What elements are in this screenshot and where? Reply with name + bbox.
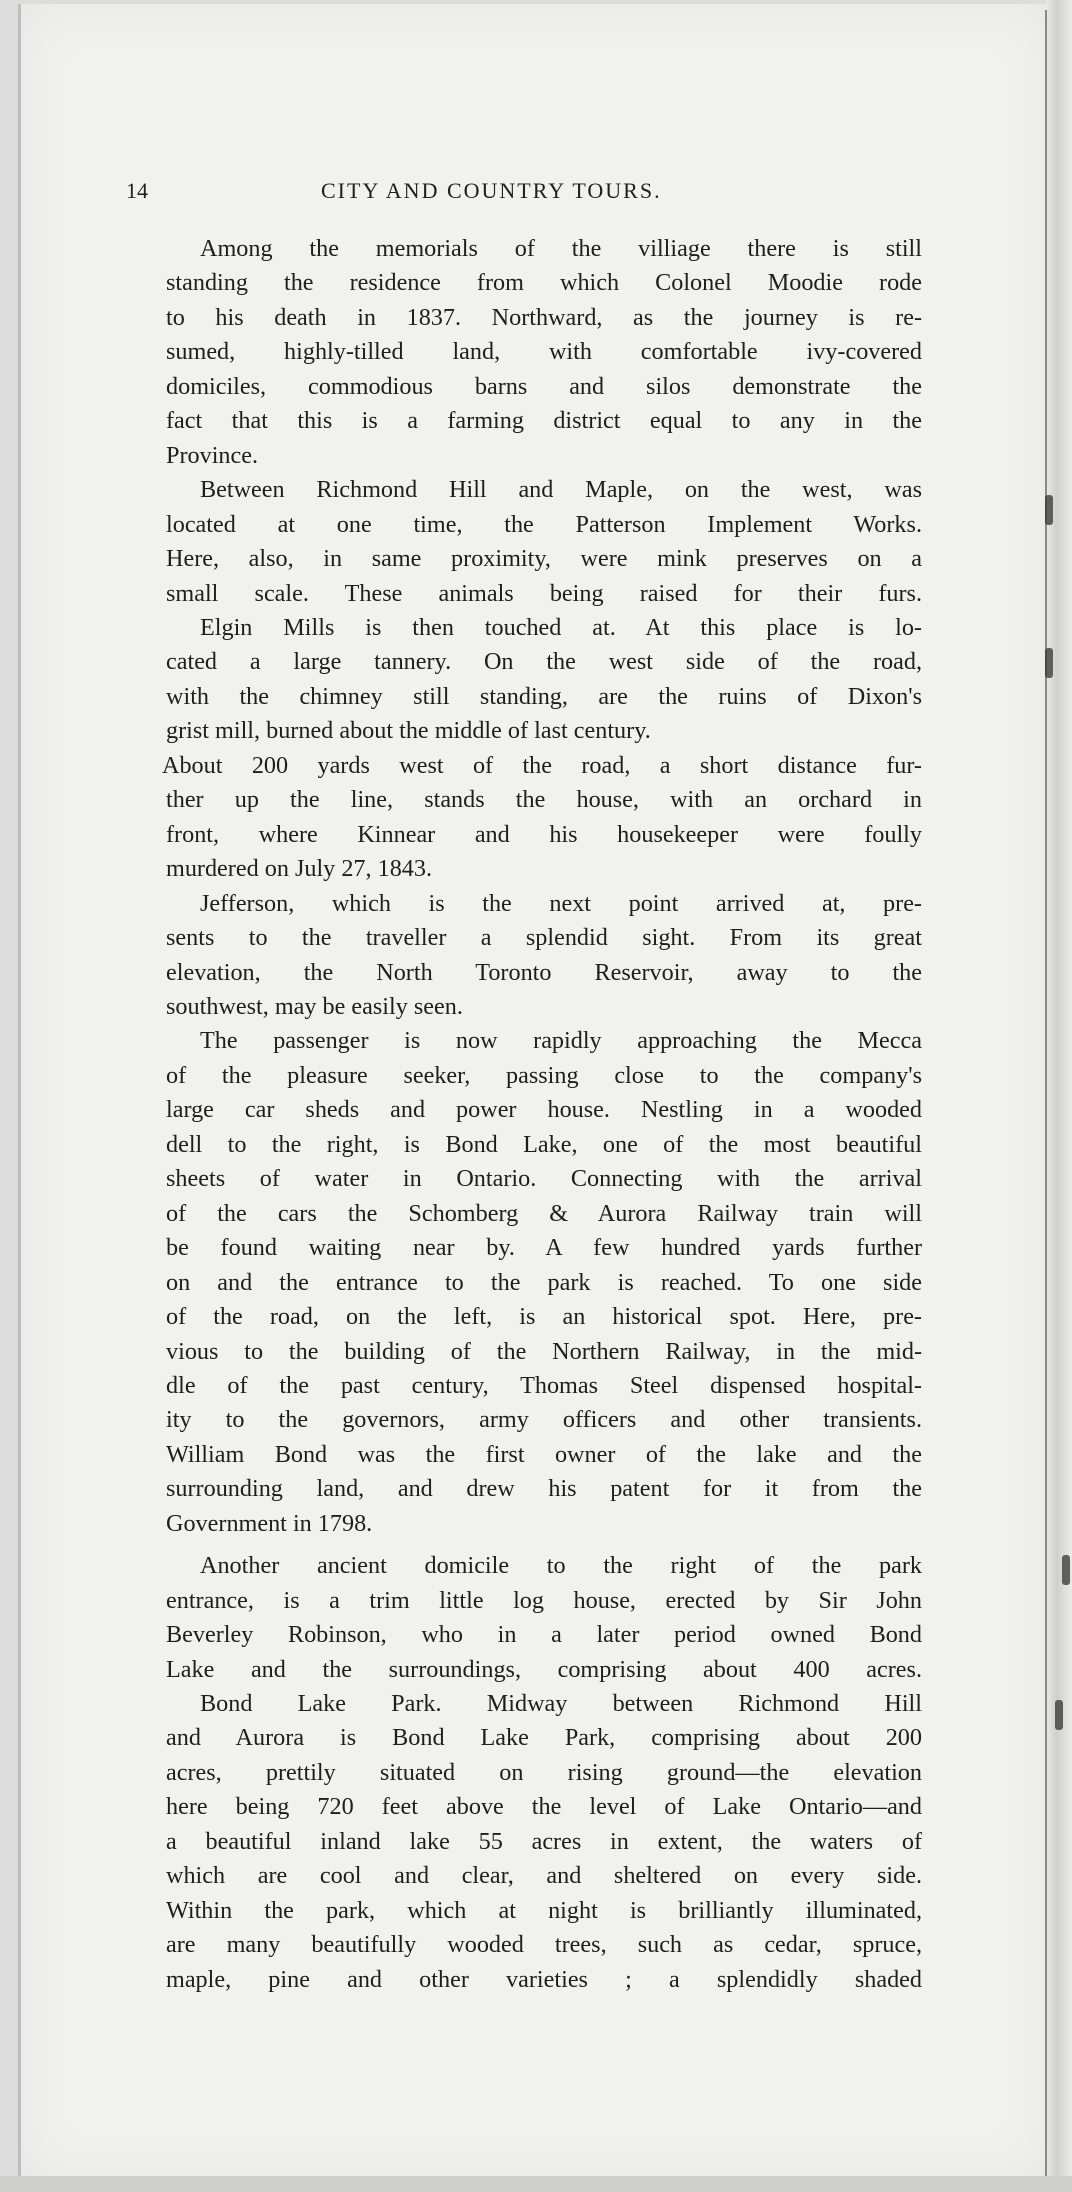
text-line: Here, also, in same proximity, were mink preserves on a	[166, 545, 922, 573]
text-line: front, where Kinnear and his housekeeper were foully	[166, 820, 922, 848]
text-line: of the pleasure seeker, passing close to the company's	[166, 1061, 922, 1089]
page-number: 14	[126, 178, 148, 203]
text-line: sents to the traveller a splendid sight. From its great	[166, 924, 922, 952]
page-edge-shadow	[1046, 0, 1072, 2192]
body-text	[162, 232, 922, 1997]
text-line: sheets of water in Ontario. Connecting with the arrival	[166, 1165, 922, 1193]
edge-scan-mark	[1055, 1700, 1063, 1730]
text-line: Between Richmond Hill and Maple, on the west, was	[200, 476, 922, 504]
edge-scan-mark	[1062, 1555, 1070, 1585]
text-line: are many beautifully wooded trees, such as cedar, spruce,	[166, 1931, 922, 1959]
text-line: Among the memorials of the villiage there is still	[200, 235, 922, 262]
text-line: which are cool and clear, and sheltered on every side.	[166, 1862, 922, 1890]
binding-edge-line	[1045, 10, 1047, 2180]
text-line: acres, prettily situated on rising ground—the elevation	[166, 1758, 922, 1786]
text-line: southwest, may be easily seen.	[166, 992, 463, 1020]
text-line: sumed, highly-tilled land, with comfortable ivy-covered	[166, 338, 922, 366]
text-line: with the chimney still standing, are the ruins of Dixon's	[166, 682, 922, 710]
text-line: domiciles, commodious barns and silos demonstrate the	[166, 372, 922, 400]
text-line: fact that this is a farming district equal to any in the	[166, 407, 922, 435]
text-line: Government in 1798.	[166, 1509, 373, 1537]
text-line: ther up the line, stands the house, with an orchard in	[166, 786, 922, 814]
text-line: maple, pine and other varieties ; a splendidly shaded	[166, 1965, 922, 1993]
text-line: dle of the past century, Thomas Steel dispensed hospital-	[166, 1371, 922, 1399]
text-line: murdered on July 27, 1843.	[166, 855, 433, 883]
bottom-edge-shadow	[0, 2176, 1072, 2192]
text-line: Elgin Mills is then touched at. At this place is lo-	[200, 613, 922, 641]
text-line: About 200 yards west of the road, a short distance fur-	[162, 751, 922, 779]
text-line: The passenger is now rapidly approaching the Mecca	[200, 1027, 922, 1055]
text-line: be found waiting near by. A few hundred yards further	[166, 1234, 922, 1262]
text-line: large car sheds and power house. Nestling in a wooded	[166, 1096, 922, 1124]
edge-scan-mark	[1045, 648, 1053, 678]
text-line: elevation, the North Toronto Reservoir, away to the	[166, 958, 922, 986]
text-line: Another ancient domicile to the right of the park	[200, 1552, 922, 1580]
text-line: a beautiful inland lake 55 acres in extent, the waters of	[166, 1827, 922, 1855]
text-line: Within the park, which at night is brilliantly illuminated,	[166, 1896, 922, 1924]
text-line: ity to the governors, army officers and other transients.	[166, 1406, 922, 1434]
text-line: here being 720 feet above the level of Lake Ontario—and	[166, 1793, 922, 1821]
text-line: grist mill, burned about the middle of last century.	[166, 717, 651, 745]
text-line: and Aurora is Bond Lake Park, comprising about 200	[166, 1724, 922, 1752]
text-line: small scale. These animals being raised for their furs.	[166, 579, 922, 607]
text-line: Province.	[166, 441, 259, 469]
text-line: Bond Lake Park. Midway between Richmond Hill	[200, 1690, 922, 1718]
text-line: on and the entrance to the park is reached. To one side	[166, 1268, 922, 1296]
text-line: of the road, on the left, is an historical spot. Here, pre-	[166, 1303, 922, 1331]
text-line: cated a large tannery. On the west side of the road,	[166, 648, 922, 676]
text-line: of the cars the Schomberg & Aurora Railway train will	[166, 1199, 922, 1227]
text-line: vious to the building of the Northern Railway, in the mid-	[166, 1337, 922, 1365]
text-line: located at one time, the Patterson Implement Works.	[166, 510, 922, 538]
text-line: Beverley Robinson, who in a later period owned Bond	[166, 1621, 922, 1649]
text-line: William Bond was the first owner of the lake and the	[166, 1440, 922, 1468]
text-line: surrounding land, and drew his patent for it from the	[166, 1475, 922, 1503]
text-line: standing the residence from which Colonel Moodie rode	[166, 269, 922, 297]
page-header	[126, 178, 926, 218]
running-title: CITY AND COUNTRY TOURS.	[321, 178, 662, 203]
text-line: dell to the right, is Bond Lake, one of the most beautiful	[166, 1130, 922, 1158]
edge-scan-mark	[1045, 495, 1053, 525]
text-line: to his death in 1837. Northward, as the journey is re-	[166, 303, 922, 331]
text-line: Jefferson, which is the next point arrived at, pre-	[200, 889, 922, 917]
text-line: entrance, is a trim little log house, erected by Sir John	[166, 1586, 922, 1614]
text-line: Lake and the surroundings, comprising about 400 acres.	[166, 1655, 922, 1683]
